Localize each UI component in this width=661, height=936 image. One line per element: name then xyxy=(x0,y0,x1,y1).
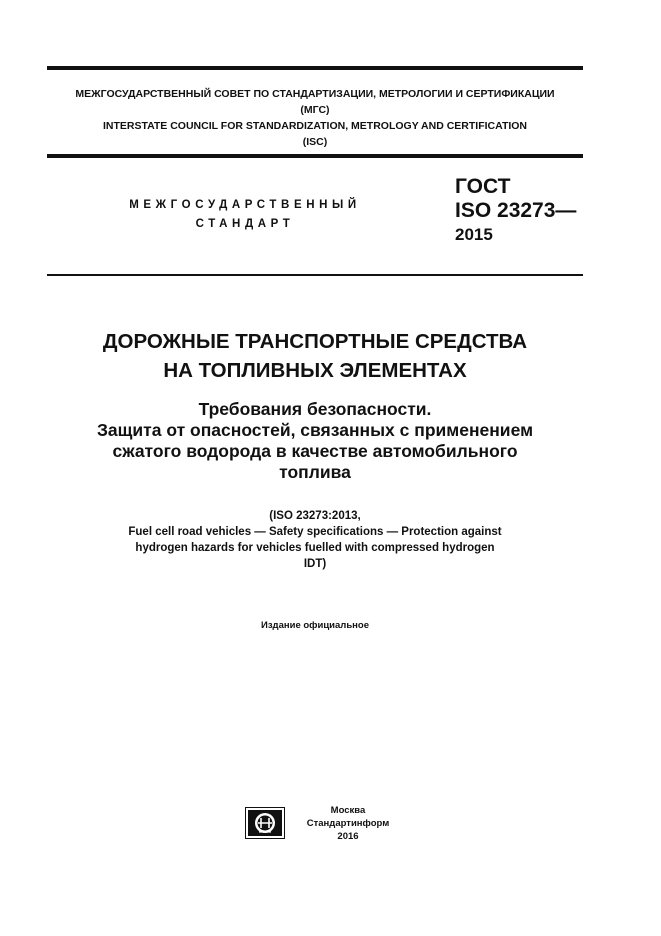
subtitle-line-1: Требования безопасности. xyxy=(198,399,432,419)
standard-kind xyxy=(100,196,390,234)
iso-ref-line-1: (ISO 23273:2013, xyxy=(269,510,361,522)
title-line-1: ДОРОЖНЫЕ ТРАНСПОРТНЫЕ СРЕДСТВА xyxy=(102,330,528,353)
iso-ref-line-4: IDT) xyxy=(303,558,327,570)
subtitle-line-3: сжатого водорода в качестве автомобильного xyxy=(112,441,518,461)
document-title xyxy=(47,327,583,385)
standartinform-logo-icon xyxy=(245,807,285,839)
council-en-name: INTERSTATE COUNCIL FOR STANDARDIZATION, METROLOGY AND CERTIFICATION xyxy=(102,120,528,132)
council-divider xyxy=(47,154,583,158)
standard-designation xyxy=(455,175,576,247)
edition-label: Издание официальное xyxy=(261,620,369,631)
iso-ref-line-2: Fuel cell road vehicles — Safety specifications — Protection against xyxy=(128,526,502,538)
designation-number: ISO 23273— xyxy=(455,199,577,222)
council-header xyxy=(47,86,583,150)
subtitle-line-4: топлива xyxy=(279,462,351,482)
standard-kind-line2: СТАНДАРТ xyxy=(195,218,295,230)
publisher-imprint xyxy=(298,804,398,843)
publisher-city: Москва xyxy=(330,805,366,816)
publisher-name: Стандартинформ xyxy=(306,818,390,829)
document-subtitle xyxy=(47,399,583,483)
standard-kind-line1: МЕЖГОСУДАРСТВЕННЫЙ xyxy=(129,199,361,211)
subtitle-line-2: Защита от опасностей, связанных с применением xyxy=(96,420,534,440)
council-ru-abbr: (МГС) xyxy=(300,104,330,116)
designation-divider xyxy=(47,274,583,276)
top-rule xyxy=(47,66,583,70)
council-en-abbr: (ISC) xyxy=(302,136,328,148)
iso-ref-line-3: hydrogen hazards for vehicles fuelled with compressed hydrogen xyxy=(135,542,495,554)
title-line-2: НА ТОПЛИВНЫХ ЭЛЕМЕНТАХ xyxy=(163,359,467,382)
designation-prefix: ГОСТ xyxy=(455,175,511,198)
council-ru-name: МЕЖГОСУДАРСТВЕННЫЙ СОВЕТ ПО СТАНДАРТИЗАЦИИ, МЕТРОЛОГИИ И СЕРТИФИКАЦИИ xyxy=(75,88,555,100)
iso-reference xyxy=(47,508,583,572)
designation-year: 2015 xyxy=(455,225,493,244)
publisher-year: 2016 xyxy=(337,831,359,842)
